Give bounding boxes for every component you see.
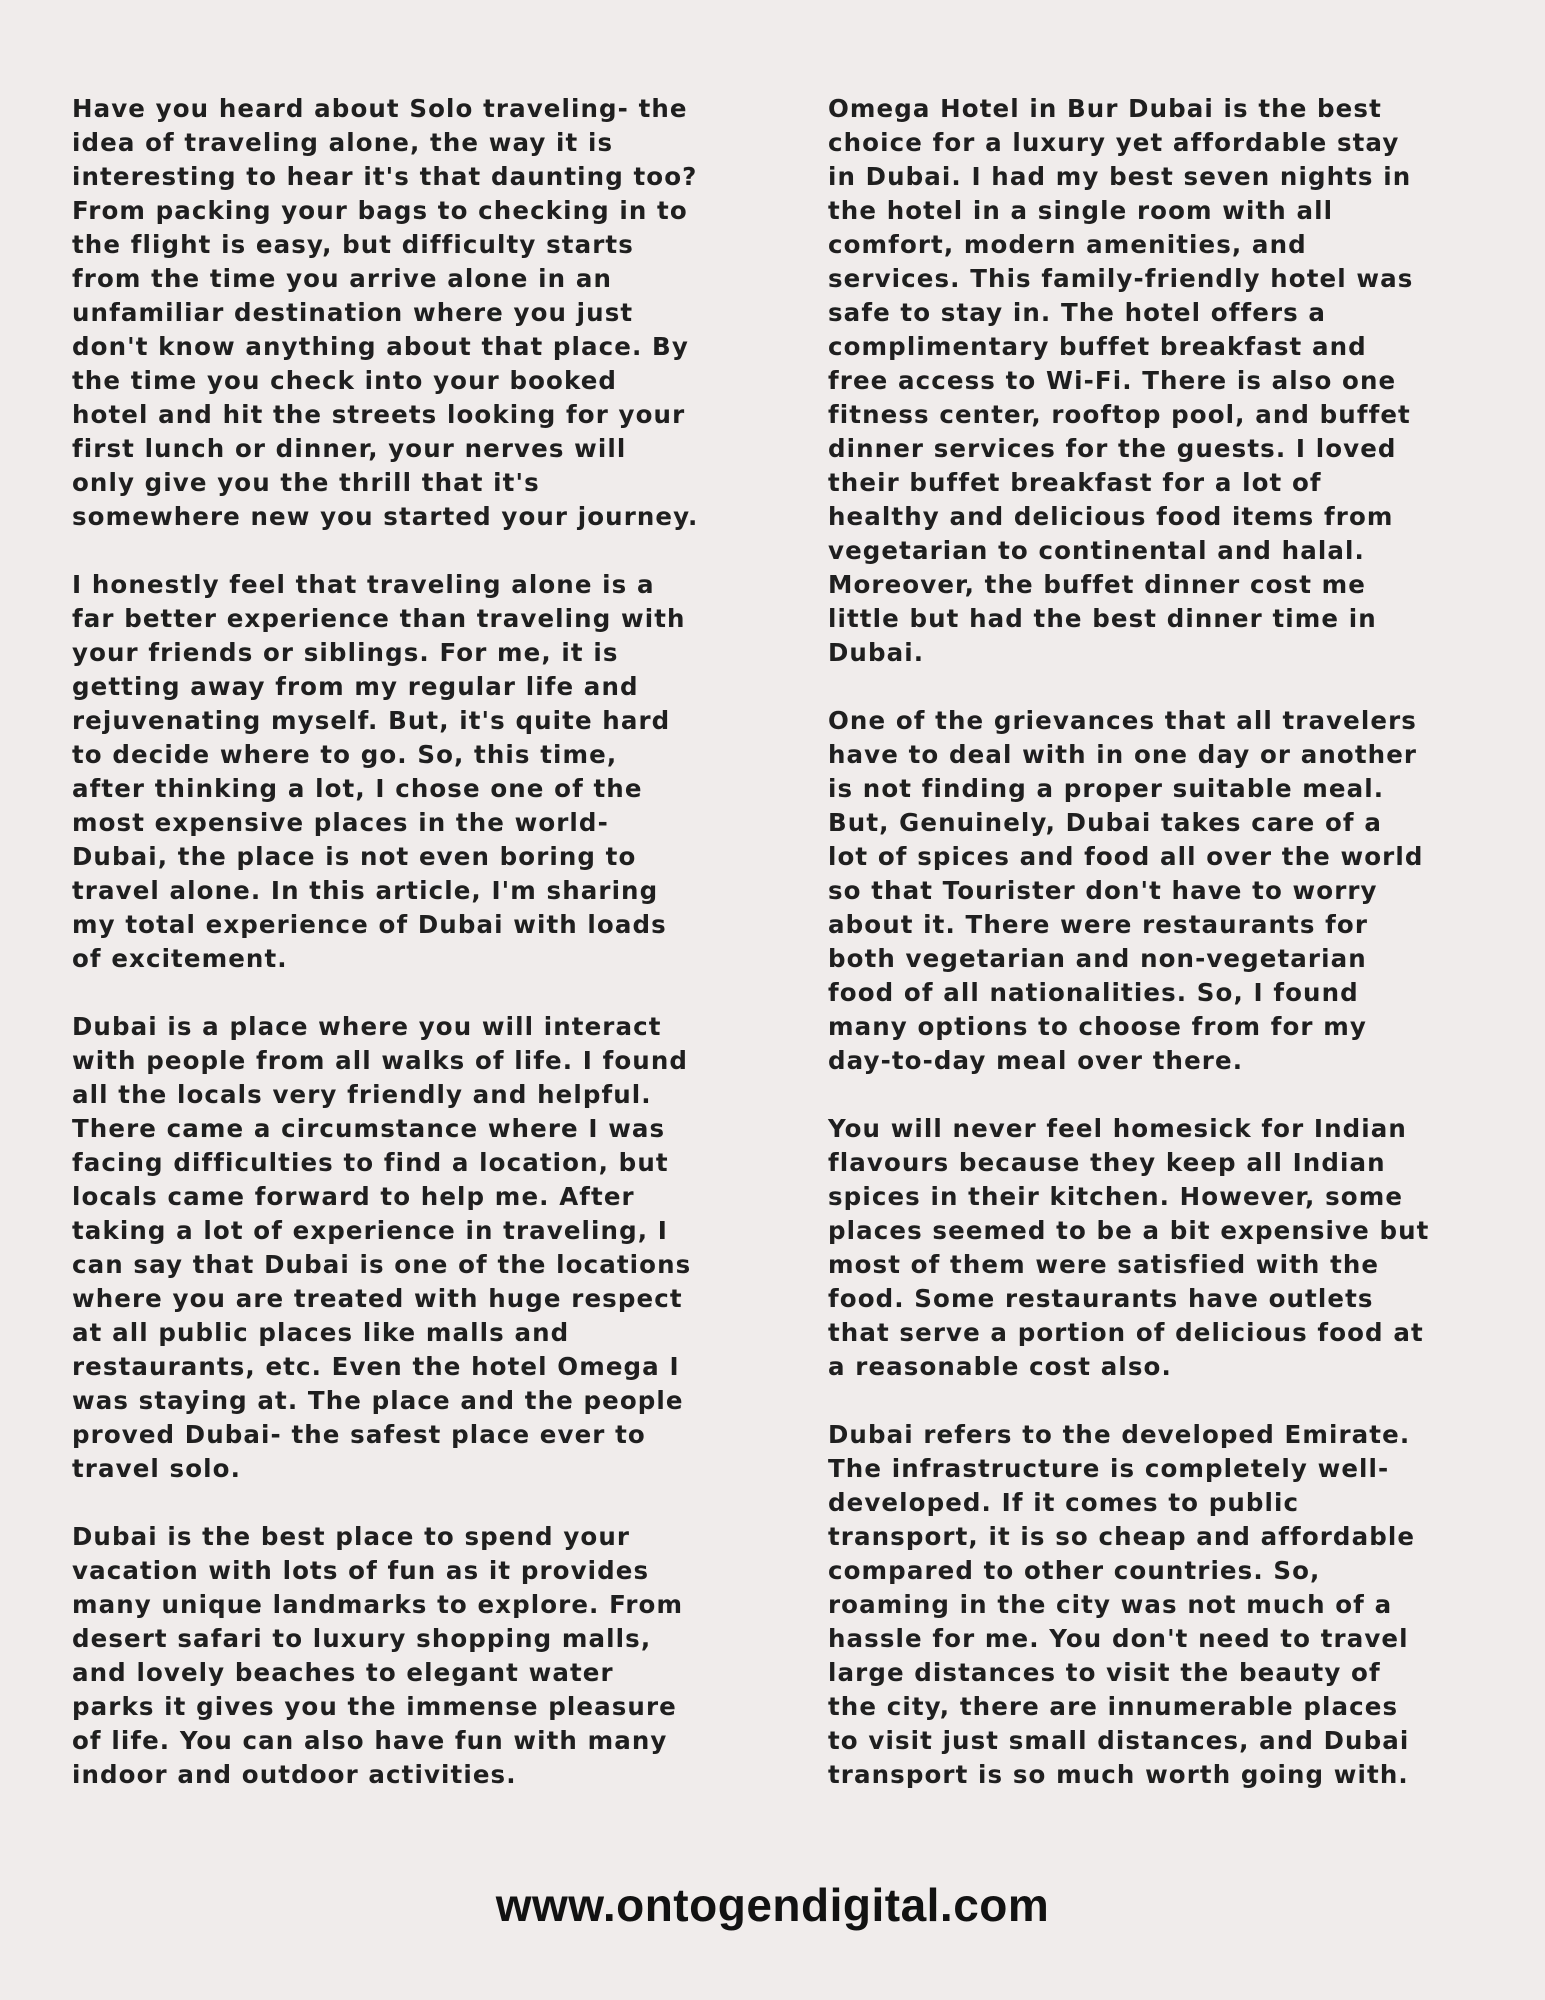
- paragraph-infrastructure: Dubai refers to the developed Emirate. The infrastructure is completely well- developed. If it comes to public transport, it is so cheap and affordable compared to other countries. So, roaming in the city was not much of a hassle for me. You don't need to travel large distances to visit the beauty of the city, there are innumerable places to visit just small distances, and Dubai transport is so much worth going with.: [828, 1420, 1416, 1789]
- paragraph-traveling-alone: I honestly feel that traveling alone is a far better experience than traveling with your friends or siblings. For me, it is getting away from my regular life and rejuvenating myself. But, it's quite hard to decide where to go. So, this time, after thinking a lot, I chose one of the most expensive places in the world- Dubai, the place is not even boring to travel alone. In this article, I'm sharing my total experience of Dubai with loads of excitement.: [72, 570, 686, 973]
- left-column: [72, 92, 722, 1826]
- paragraph-solo-traveling-intro: Have you heard about Solo traveling- the idea of traveling alone, the way it is interesting to hear it's that daunting too? From packing your bags to checking in to the flight is easy, but difficulty starts from the time you arrive alone in an unfamiliar destination where you just don't know anything about that place. By the time you check into your booked hotel and hit the streets looking for your first lunch or dinner, your nerves will only give you the thrill that it's somewhere new you started your journey.: [72, 94, 699, 531]
- right-column: [828, 92, 1478, 1826]
- footer-website-link[interactable]: www.ontogendigital.com: [495, 1879, 1050, 1931]
- paragraph-dubai-landmarks: Dubai is the best place to spend your vacation with lots of fun as it provides many unique landmarks to explore. From desert safari to luxury shopping malls, and lovely beaches to elegant water parks it gives you the immense pleasure of life. You can also have fun with many indoor and outdoor activities.: [72, 1522, 684, 1789]
- paragraph-meals: One of the grievances that all travelers have to deal with in one day or another is not finding a proper suitable meal. But, Genuinely, Dubai takes care of a lot of spices and food all over the world so that Tourister don't have to worry about it. There were restaurants for both vegetarian and non-vegetarian food of all nationalities. So, I found many options to choose from for my day-to-day meal over there.: [828, 706, 1424, 1075]
- paragraph-indian-flavours: You will never feel homesick for Indian flavours because they keep all Indian spices in their kitchen. However, some places seemed to be a bit expensive but most of them were satisfied with the food. Some restaurants have outlets that serve a portion of delicious food at a reasonable cost also.: [828, 1114, 1430, 1381]
- paragraph-omega-hotel: Omega Hotel in Bur Dubai is the best choice for a luxury yet affordable stay in Dubai. I had my best seven nights in the hotel in a single room with all comfort, modern amenities, and services. This family-friendly hotel was safe to stay in. The hotel offers a complimentary buffet breakfast and free access to Wi-Fi. There is also one fitness center, rooftop pool, and buffet dinner services for the guests. I loved their buffet breakfast for a lot of healthy and delicious food items from vegetarian to continental and halal. Moreover, the buffet dinner cost me little but had the best dinner time in Dubai.: [828, 94, 1414, 667]
- paragraph-dubai-people: Dubai is a place where you will interact with people from all walks of life. I found all the locals very friendly and helpful. There came a circumstance where I was facing difficulties to find a location, but locals came forward to help me. After taking a lot of experience in traveling, I can say that Dubai is one of the locations where you are treated with huge respect at all public places like malls and restaurants, etc. Even the hotel Omega I was staying at. The place and the people proved Dubai- the safest place ever to travel solo.: [72, 1012, 692, 1483]
